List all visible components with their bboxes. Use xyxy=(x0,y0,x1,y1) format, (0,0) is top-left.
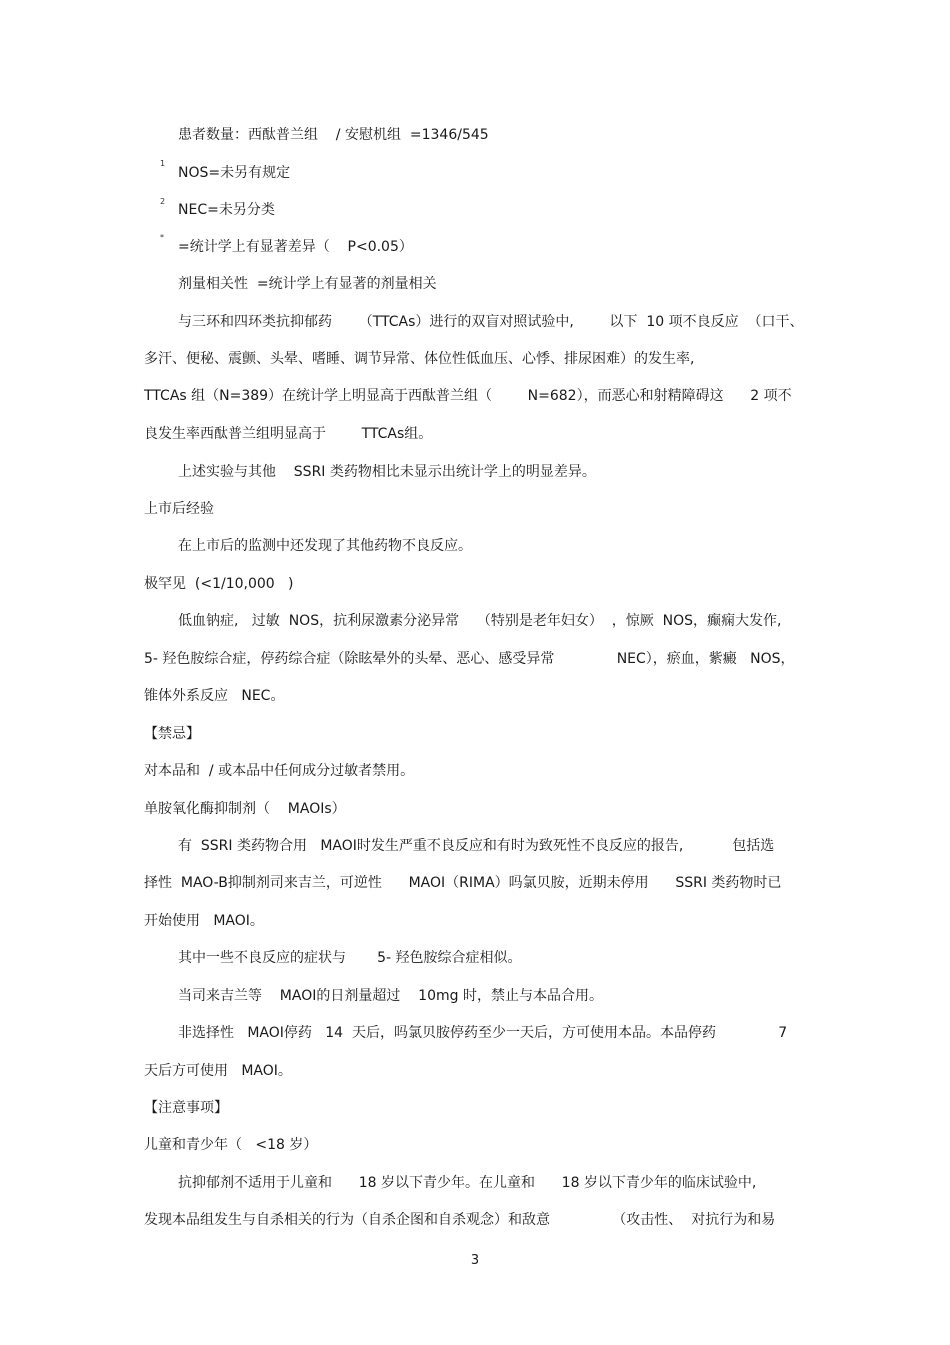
paragraph-maoi-line-1: 有 SSRI 类药物合用 MAOI时发生严重不良反应和有时为致死性不良反应的报告, 包括选 xyxy=(178,838,775,854)
subheading-maois: 单胺氧化酶抑制剂（ MAOIs） xyxy=(144,801,346,817)
section-heading-contraindications: 【禁忌】 xyxy=(144,726,200,742)
paragraph-ttcas-line-4: 良发生率西酞普兰组明显高于 TTCAs组。 xyxy=(144,426,433,442)
paragraph-washout-line-2: 天后方可使用 MAOI。 xyxy=(144,1063,292,1079)
footnote-nec: NEC=未另分类 xyxy=(178,202,275,218)
footnote-significance: =统计学上有显著差异（ P<0.05） xyxy=(178,239,413,255)
footnote-nos: NOS=未另有规定 xyxy=(178,165,291,181)
section-heading-precautions: 【注意事项】 xyxy=(144,1100,228,1116)
paragraph-maoi-line-3: 开始使用 MAOI。 xyxy=(144,913,264,929)
subheading-very-rare: 极罕见 (<1/10,000 ) xyxy=(144,576,294,592)
paragraph-washout-line-1: 非选择性 MAOI停药 14 天后，吗氯贝胺停药至少一天后，方可使用本品。本品停药 7 xyxy=(178,1025,788,1041)
paragraph-ttcas-line-1: 与三环和四环类抗抑郁药 （TTCAs）进行的双盲对照试验中, 以下 10 项不良反应 （口干、 xyxy=(178,314,804,330)
paragraph-serotonin-syndrome: 其中一些不良反应的症状与 5- 羟色胺综合症相似。 xyxy=(178,950,522,966)
subheading-children-adolescents: 儿童和青少年（ <18 岁） xyxy=(144,1137,318,1153)
paragraph-children-line-2: 发现本品组发生与自杀相关的行为（自杀企图和自杀观念）和敌意 （攻击性、 对抗行为和易 xyxy=(144,1212,776,1228)
paragraph-children-line-1: 抗抑郁剂不适用于儿童和 18 岁以下青少年。在儿童和 18 岁以下青少年的临床试验中, xyxy=(178,1175,757,1191)
section-heading-postmarketing: 上市后经验 xyxy=(144,501,214,517)
paragraph-very-rare-line-1: 低血钠症, 过敏 NOS，抗利尿激素分泌异常 （特别是老年妇女） ，惊厥 NOS，癫痫大发作, xyxy=(178,613,782,629)
paragraph-ttcas-line-3: TTCAs 组（N=389）在统计学上明显高于西酞普兰组（ N=682），而恶心和射精障碍这 2 项不 xyxy=(144,388,792,404)
patient-count-line: 患者数量：西酞普兰组 / 安慰机组 =1346/545 xyxy=(178,127,489,143)
paragraph-maoi-line-2: 择性 MAO-B抑制剂司来吉兰，可逆性 MAOI（RIMA）吗氯贝胺，近期未停用 SSRI 类药物时已 xyxy=(144,875,782,891)
paragraph-very-rare-line-3: 锥体外系反应 NEC。 xyxy=(144,688,285,704)
footnote-marker-2: 2 xyxy=(160,197,166,206)
footnote-marker-star: * xyxy=(160,233,164,242)
paragraph-hypersensitivity: 对本品和 / 或本品中任何成分过敏者禁用。 xyxy=(144,763,415,779)
paragraph-ssri-comparison: 上述实验与其他 SSRI 类药物相比未显示出统计学上的明显差异。 xyxy=(178,464,596,480)
footnote-marker-1: 1 xyxy=(160,159,166,168)
footnote-dose-related: 剂量相关性 =统计学上有显著的剂量相关 xyxy=(178,276,437,292)
paragraph-very-rare-line-2: 5- 羟色胺综合症，停药综合症（除眩晕外的头晕、恶心、感受异常 NEC），瘀血，紫癜 NOS， xyxy=(144,651,795,667)
page-number: 3 xyxy=(470,1253,480,1268)
paragraph-postmarketing: 在上市后的监测中还发现了其他药物不良反应。 xyxy=(178,538,472,554)
paragraph-selegiline-dose: 当司来吉兰等 MAOI的日剂量超过 10mg 时，禁止与本品合用。 xyxy=(178,988,603,1004)
paragraph-ttcas-line-2: 多汗、便秘、震颤、头晕、嗜睡、调节异常、体位性低血压、心悸、排尿困难）的发生率, xyxy=(144,351,695,367)
